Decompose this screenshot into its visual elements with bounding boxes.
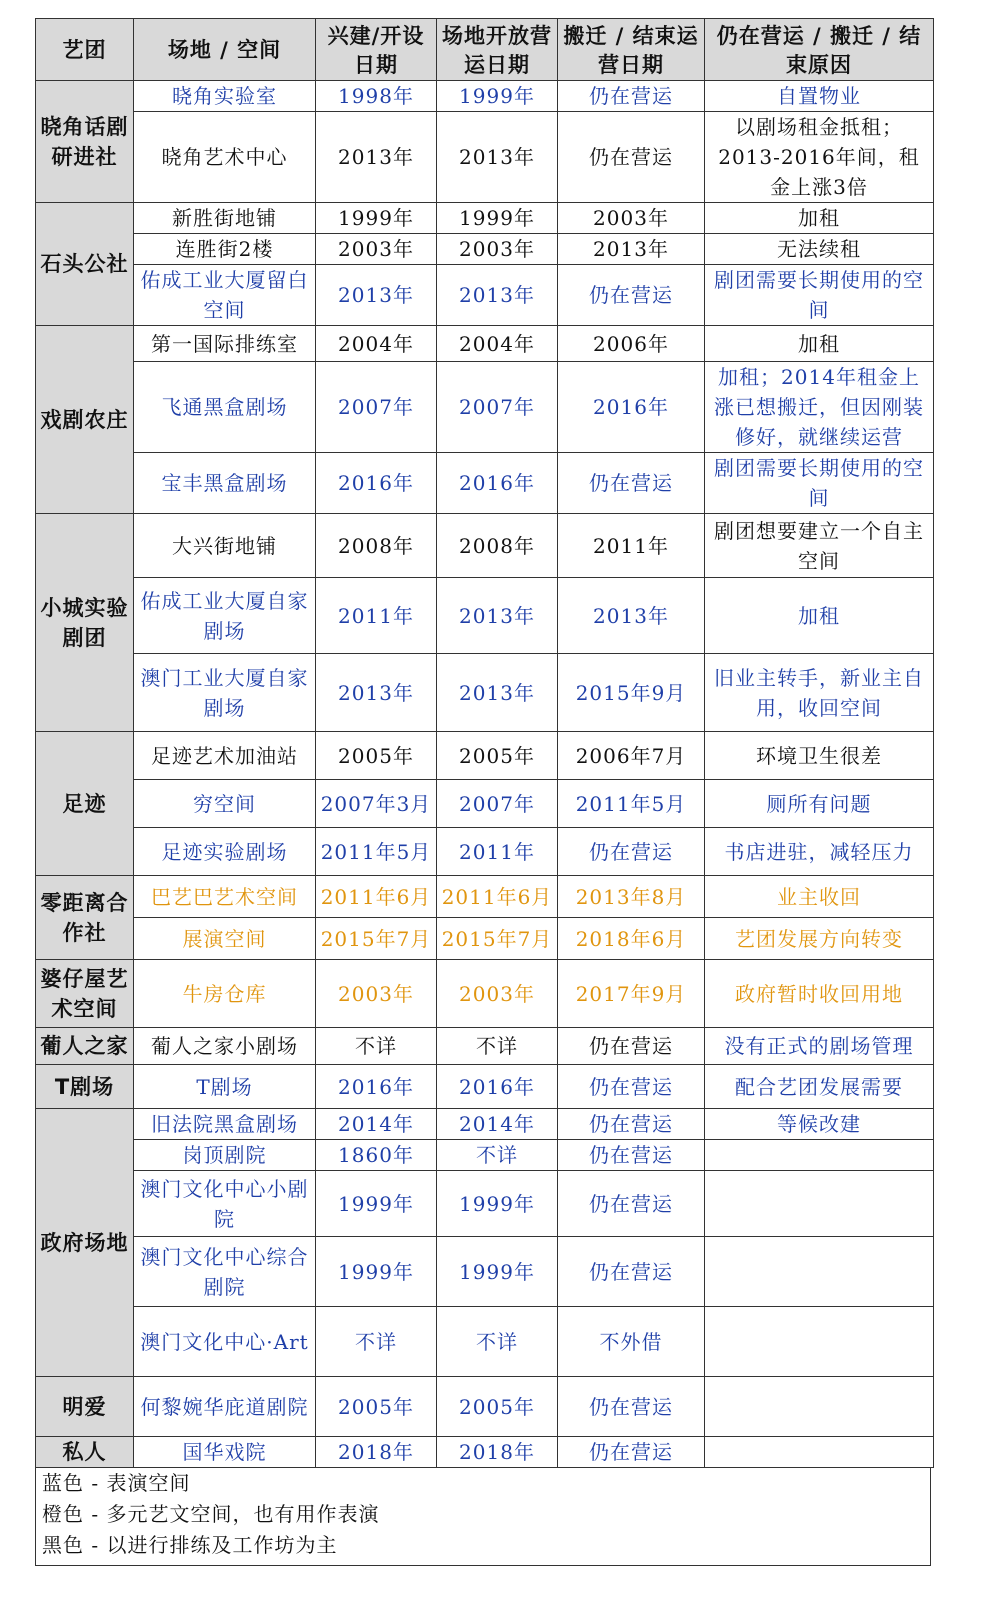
built-cell: 1998年 <box>316 81 437 112</box>
venue-cell: 国华戏院 <box>134 1437 316 1468</box>
opened-cell: 2005年 <box>437 732 558 780</box>
header-reason: 仍在营运 / 搬迁 / 结束原因 <box>705 19 934 81</box>
built-cell: 1999年 <box>316 1171 437 1237</box>
table-row <box>36 203 934 234</box>
table-row <box>36 514 934 578</box>
table-row <box>36 960 934 1028</box>
table-row <box>36 1065 934 1109</box>
venue-cell: 澳门文化中心·Art <box>134 1307 316 1377</box>
opened-cell: 2007年 <box>437 780 558 828</box>
troupe-name-cell: 政府场地 <box>36 1109 134 1377</box>
ended-cell: 2011年5月 <box>558 780 705 828</box>
reason-cell: 剧团想要建立一个自主空间 <box>705 514 934 578</box>
built-cell: 2013年 <box>316 265 437 326</box>
built-cell: 1999年 <box>316 1237 437 1307</box>
reason-cell: 自置物业 <box>705 81 934 112</box>
venue-cell: T剧场 <box>134 1065 316 1109</box>
ended-cell: 2006年 <box>558 326 705 362</box>
opened-cell: 1999年 <box>437 1237 558 1307</box>
built-cell: 2014年 <box>316 1109 437 1140</box>
table-row <box>36 362 934 453</box>
reason-cell: 加租 <box>705 203 934 234</box>
table-row <box>36 1109 934 1140</box>
opened-cell: 2013年 <box>437 654 558 732</box>
built-cell: 2011年 <box>316 578 437 654</box>
reason-cell: 加租 <box>705 326 934 362</box>
reason-cell: 无法续租 <box>705 234 934 265</box>
ended-cell: 2017年9月 <box>558 960 705 1028</box>
opened-cell: 2016年 <box>437 453 558 514</box>
troupe-name-cell: 小城实验剧团 <box>36 514 134 732</box>
built-cell: 2005年 <box>316 732 437 780</box>
troupe-name-cell: 明爱 <box>36 1377 134 1437</box>
opened-cell: 2014年 <box>437 1109 558 1140</box>
ended-cell: 仍在营运 <box>558 1065 705 1109</box>
built-cell: 2018年 <box>316 1437 437 1468</box>
built-cell: 1999年 <box>316 203 437 234</box>
table-row <box>36 578 934 654</box>
ended-cell: 2011年 <box>558 514 705 578</box>
venue-cell: 展演空间 <box>134 918 316 960</box>
ended-cell: 仍在营运 <box>558 828 705 876</box>
table-header-row <box>36 19 934 81</box>
opened-cell: 2007年 <box>437 362 558 453</box>
venue-table <box>35 18 934 1468</box>
table-row <box>36 326 934 362</box>
ended-cell: 2013年8月 <box>558 876 705 918</box>
ended-cell: 仍在营运 <box>558 1437 705 1468</box>
ended-cell: 仍在营运 <box>558 265 705 326</box>
venue-cell: 连胜街2楼 <box>134 234 316 265</box>
troupe-name-cell: 晓角话剧研进社 <box>36 81 134 203</box>
opened-cell: 2011年6月 <box>437 876 558 918</box>
table-row <box>36 918 934 960</box>
built-cell: 2013年 <box>316 654 437 732</box>
reason-cell: 等候改建 <box>705 1109 934 1140</box>
table-row <box>36 780 934 828</box>
ended-cell: 不外借 <box>558 1307 705 1377</box>
built-cell: 2016年 <box>316 1065 437 1109</box>
built-cell: 2005年 <box>316 1377 437 1437</box>
built-cell: 1860年 <box>316 1140 437 1171</box>
built-cell: 2007年 <box>316 362 437 453</box>
table-row <box>36 81 934 112</box>
reason-cell: 加租 <box>705 578 934 654</box>
header-ended: 搬迁 / 结束运营日期 <box>558 19 705 81</box>
reason-cell <box>705 1307 934 1377</box>
reason-cell: 环境卫生很差 <box>705 732 934 780</box>
venue-cell: 大兴街地铺 <box>134 514 316 578</box>
troupe-name-cell: 零距离合作社 <box>36 876 134 960</box>
header-troupe: 艺团 <box>36 19 134 81</box>
table-body <box>36 81 934 1468</box>
ended-cell: 2013年 <box>558 234 705 265</box>
built-cell: 2011年5月 <box>316 828 437 876</box>
venue-table-container <box>35 18 933 1566</box>
reason-cell: 书店进驻，减轻压力 <box>705 828 934 876</box>
ended-cell: 仍在营运 <box>558 1171 705 1237</box>
built-cell: 2003年 <box>316 234 437 265</box>
venue-cell: 足迹艺术加油站 <box>134 732 316 780</box>
table-row <box>36 265 934 326</box>
ended-cell: 仍在营运 <box>558 112 705 203</box>
reason-cell: 旧业主转手，新业主自用，收回空间 <box>705 654 934 732</box>
venue-cell: 何黎婉华庇道剧院 <box>134 1377 316 1437</box>
opened-cell: 不详 <box>437 1307 558 1377</box>
ended-cell: 仍在营运 <box>558 1109 705 1140</box>
opened-cell: 不详 <box>437 1028 558 1065</box>
table-row <box>36 876 934 918</box>
venue-cell: 晓角实验室 <box>134 81 316 112</box>
legend-blue: 蓝色 - 表演空间 <box>42 1471 191 1495</box>
legend-black: 黑色 - 以进行排练及工作坊为主 <box>42 1533 338 1557</box>
venue-cell: 佑成工业大厦留白空间 <box>134 265 316 326</box>
table-row <box>36 1377 934 1437</box>
troupe-name-cell: 私人 <box>36 1437 134 1468</box>
opened-cell: 2008年 <box>437 514 558 578</box>
ended-cell: 2013年 <box>558 578 705 654</box>
ended-cell: 仍在营运 <box>558 1028 705 1065</box>
troupe-name-cell: 葡人之家 <box>36 1028 134 1065</box>
built-cell: 2003年 <box>316 960 437 1028</box>
opened-cell: 2004年 <box>437 326 558 362</box>
opened-cell: 2013年 <box>437 112 558 203</box>
built-cell: 2013年 <box>316 112 437 203</box>
reason-cell: 剧团需要长期使用的空间 <box>705 265 934 326</box>
opened-cell: 2013年 <box>437 265 558 326</box>
troupe-name-cell: 戏剧农庄 <box>36 326 134 514</box>
troupe-name-cell: 石头公社 <box>36 203 134 326</box>
color-legend <box>35 1468 931 1566</box>
table-row <box>36 1307 934 1377</box>
opened-cell: 1999年 <box>437 203 558 234</box>
reason-cell <box>705 1237 934 1307</box>
reason-cell <box>705 1377 934 1437</box>
venue-cell: 牛房仓库 <box>134 960 316 1028</box>
reason-cell <box>705 1437 934 1468</box>
opened-cell: 不详 <box>437 1140 558 1171</box>
venue-cell: 澳门工业大厦自家剧场 <box>134 654 316 732</box>
built-cell: 不详 <box>316 1307 437 1377</box>
ended-cell: 仍在营运 <box>558 453 705 514</box>
reason-cell: 剧团需要长期使用的空间 <box>705 453 934 514</box>
reason-cell: 没有正式的剧场管理 <box>705 1028 934 1065</box>
reason-cell <box>705 1171 934 1237</box>
opened-cell: 1999年 <box>437 81 558 112</box>
opened-cell: 2018年 <box>437 1437 558 1468</box>
reason-cell: 厕所有问题 <box>705 780 934 828</box>
venue-cell: 岗顶剧院 <box>134 1140 316 1171</box>
reason-cell: 配合艺团发展需要 <box>705 1065 934 1109</box>
legend-orange: 橙色 - 多元艺文空间，也有用作表演 <box>42 1502 380 1526</box>
table-row <box>36 1171 934 1237</box>
reason-cell: 艺团发展方向转变 <box>705 918 934 960</box>
reason-cell: 加租；2014年租金上涨已想搬迁，但因刚装修好，就继续运营 <box>705 362 934 453</box>
built-cell: 2004年 <box>316 326 437 362</box>
table-row <box>36 732 934 780</box>
ended-cell: 仍在营运 <box>558 81 705 112</box>
ended-cell: 2006年7月 <box>558 732 705 780</box>
table-row <box>36 828 934 876</box>
venue-cell: 宝丰黑盒剧场 <box>134 453 316 514</box>
venue-cell: 晓角艺术中心 <box>134 112 316 203</box>
ended-cell: 仍在营运 <box>558 1140 705 1171</box>
venue-cell: 澳门文化中心综合剧院 <box>134 1237 316 1307</box>
built-cell: 2007年3月 <box>316 780 437 828</box>
ended-cell: 仍在营运 <box>558 1237 705 1307</box>
table-row <box>36 1237 934 1307</box>
venue-cell: 穷空间 <box>134 780 316 828</box>
table-row <box>36 234 934 265</box>
venue-cell: 第一国际排练室 <box>134 326 316 362</box>
header-built: 兴建/开设日期 <box>316 19 437 81</box>
table-row <box>36 453 934 514</box>
header-opened: 场地开放营运日期 <box>437 19 558 81</box>
table-row <box>36 1437 934 1468</box>
ended-cell: 2018年6月 <box>558 918 705 960</box>
ended-cell: 2003年 <box>558 203 705 234</box>
venue-cell: 足迹实验剧场 <box>134 828 316 876</box>
troupe-name-cell: 婆仔屋艺术空间 <box>36 960 134 1028</box>
venue-cell: 澳门文化中心小剧院 <box>134 1171 316 1237</box>
opened-cell: 2011年 <box>437 828 558 876</box>
venue-cell: 巴艺巴艺术空间 <box>134 876 316 918</box>
opened-cell: 2003年 <box>437 234 558 265</box>
troupe-name-cell: T剧场 <box>36 1065 134 1109</box>
opened-cell: 1999年 <box>437 1171 558 1237</box>
opened-cell: 2003年 <box>437 960 558 1028</box>
ended-cell: 仍在营运 <box>558 1377 705 1437</box>
built-cell: 2016年 <box>316 453 437 514</box>
reason-cell: 政府暂时收回用地 <box>705 960 934 1028</box>
opened-cell: 2005年 <box>437 1377 558 1437</box>
opened-cell: 2013年 <box>437 578 558 654</box>
ended-cell: 2015年9月 <box>558 654 705 732</box>
venue-cell: 新胜街地铺 <box>134 203 316 234</box>
table-row <box>36 1028 934 1065</box>
venue-cell: 佑成工业大厦自家剧场 <box>134 578 316 654</box>
venue-cell: 飞通黑盒剧场 <box>134 362 316 453</box>
reason-cell <box>705 1140 934 1171</box>
table-row <box>36 654 934 732</box>
reason-cell: 业主收回 <box>705 876 934 918</box>
opened-cell: 2016年 <box>437 1065 558 1109</box>
ended-cell: 2016年 <box>558 362 705 453</box>
built-cell: 2015年7月 <box>316 918 437 960</box>
venue-cell: 旧法院黑盒剧场 <box>134 1109 316 1140</box>
troupe-name-cell: 足迹 <box>36 732 134 876</box>
built-cell: 2011年6月 <box>316 876 437 918</box>
table-row <box>36 112 934 203</box>
built-cell: 2008年 <box>316 514 437 578</box>
table-row <box>36 1140 934 1171</box>
opened-cell: 2015年7月 <box>437 918 558 960</box>
built-cell: 不详 <box>316 1028 437 1065</box>
header-venue: 场地 / 空间 <box>134 19 316 81</box>
venue-cell: 葡人之家小剧场 <box>134 1028 316 1065</box>
reason-cell: 以剧场租金抵租；2013-2016年间，租金上涨3倍 <box>705 112 934 203</box>
